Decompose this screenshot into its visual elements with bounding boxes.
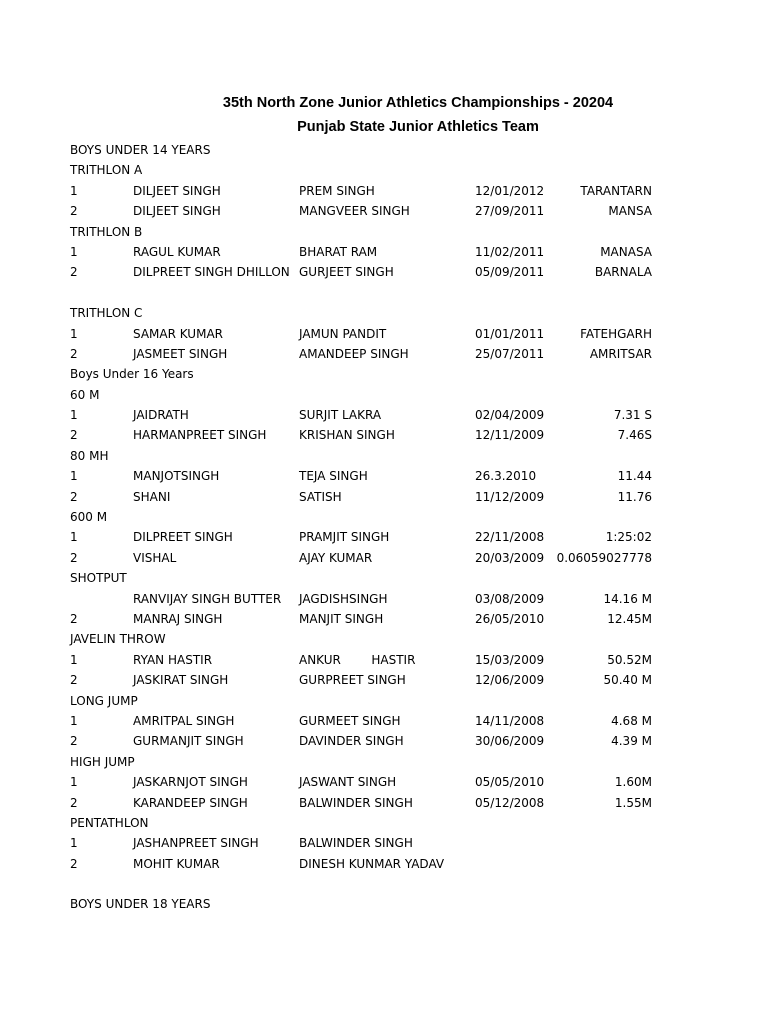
athlete-name: SAMAR KUMAR — [133, 326, 223, 341]
athlete-row — [70, 527, 660, 547]
section-heading: JAVELIN THROW — [70, 632, 166, 647]
performance-value: 4.39 M — [611, 734, 652, 749]
athlete-number: 2 — [70, 611, 78, 626]
athlete-number: 2 — [70, 673, 78, 688]
performance-value: MANASA — [600, 244, 652, 259]
performance-value: 50.40 M — [603, 673, 652, 688]
father-name: JAGDISHSINGH — [299, 591, 388, 606]
athlete-row — [70, 609, 660, 629]
athlete-number: 1 — [70, 836, 78, 851]
athlete-row — [70, 670, 660, 690]
father-name: BHARAT RAM — [299, 244, 378, 259]
athlete-row — [70, 548, 660, 568]
section-heading-row — [70, 629, 660, 649]
performance-value: 1.60M — [614, 775, 652, 790]
athlete-row — [70, 487, 660, 507]
athlete-row — [70, 793, 660, 813]
athlete-number: 1 — [70, 713, 78, 728]
performance-value: 11.76 — [617, 489, 652, 504]
section-heading-row — [70, 140, 660, 160]
section-heading: HIGH JUMP — [70, 754, 135, 769]
section-heading-row — [70, 813, 660, 833]
date-of-birth: 26/05/2010 — [475, 611, 545, 626]
section-heading: Boys Under 16 Years — [70, 367, 194, 382]
date-of-birth: 11/12/2009 — [475, 489, 545, 504]
athlete-row — [70, 711, 660, 731]
athlete-name: MOHIT KUMAR — [133, 856, 220, 871]
father-name: MANGVEER SINGH — [299, 204, 410, 219]
date-of-birth: 22/11/2008 — [475, 530, 545, 545]
athlete-name: VISHAL — [133, 550, 177, 565]
athlete-number: 2 — [70, 204, 78, 219]
performance-value: AMRITSAR — [589, 346, 652, 361]
father-name: AMANDEEP SINGH — [299, 346, 409, 361]
athlete-row — [70, 772, 660, 792]
athlete-row — [70, 262, 660, 282]
father-name: GURMEET SINGH — [299, 713, 401, 728]
athlete-row — [70, 344, 660, 364]
section-heading-row — [70, 385, 660, 405]
date-of-birth: 25/07/2011 — [475, 346, 545, 361]
athlete-name: DILPREET SINGH — [133, 530, 233, 545]
athlete-number: 2 — [70, 550, 78, 565]
date-of-birth: 15/03/2009 — [475, 652, 545, 667]
father-name: MANJIT SINGH — [299, 611, 384, 626]
athlete-row — [70, 324, 660, 344]
date-of-birth: 11/02/2011 — [475, 244, 545, 259]
athlete-name: DILJEET SINGH — [133, 204, 221, 219]
father-name: SURJIT LAKRA — [299, 408, 382, 423]
athlete-number: 1 — [70, 244, 78, 259]
athlete-name: RANVIJAY SINGH BUTTER — [133, 591, 282, 606]
athlete-number: 1 — [70, 469, 78, 484]
section-heading: TRITHLON A — [70, 163, 143, 178]
section-heading: 80 MH — [70, 448, 109, 463]
date-of-birth: 12/06/2009 — [475, 673, 545, 688]
athlete-number: 2 — [70, 734, 78, 749]
athlete-name: HARMANPREET SINGH — [133, 428, 267, 443]
athlete-name: JASKIRAT SINGH — [133, 673, 229, 688]
father-name: ANKUR HASTIR — [299, 652, 416, 667]
athlete-row — [70, 650, 660, 670]
section-heading: 60 M — [70, 387, 100, 402]
date-of-birth: 03/08/2009 — [475, 591, 545, 606]
performance-value: BARNALA — [594, 265, 652, 280]
father-name: JAMUN PANDIT — [299, 326, 387, 341]
date-of-birth: 30/06/2009 — [475, 734, 545, 749]
section-heading: LONG JUMP — [70, 693, 138, 708]
athlete-row — [70, 731, 660, 751]
section-heading: TRITHLON C — [70, 306, 143, 321]
performance-value: 7.46S — [617, 428, 652, 443]
performance-value: 50.52M — [607, 652, 652, 667]
section-heading-row — [70, 568, 660, 588]
section-heading: PENTATHLON — [70, 815, 149, 830]
athlete-number: 2 — [70, 856, 78, 871]
section-heading: BOYS UNDER 14 YEARS — [70, 143, 211, 157]
father-name: BALWINDER SINGH — [299, 795, 413, 810]
team-list — [70, 140, 660, 915]
athlete-number: 2 — [70, 428, 78, 443]
athlete-name: SHANI — [133, 489, 171, 504]
section-heading: BOYS UNDER 18 YEARS — [70, 897, 211, 912]
father-name: AJAY KUMAR — [299, 550, 373, 565]
athlete-name: DILPREET SINGH DHILLON — [133, 265, 290, 280]
athlete-number: 1 — [70, 326, 78, 341]
performance-value: 11.44 — [617, 469, 652, 484]
athlete-name: AMRITPAL SINGH — [133, 713, 235, 728]
athlete-row — [70, 242, 660, 262]
father-name: DINESH KUNMAR YADAV — [299, 856, 445, 871]
date-of-birth: 20/03/2009 — [475, 550, 545, 565]
date-of-birth: 26.3.2010 — [475, 469, 537, 484]
athlete-number: 1 — [70, 652, 78, 667]
date-of-birth: 05/12/2008 — [475, 795, 545, 810]
father-name: TEJA SINGH — [299, 469, 368, 484]
athlete-name: RAGUL KUMAR — [133, 244, 221, 259]
athlete-number: 1 — [70, 530, 78, 545]
athlete-row — [70, 405, 660, 425]
date-of-birth: 27/09/2011 — [475, 204, 545, 219]
athlete-number: 2 — [70, 489, 78, 504]
section-heading-row — [70, 160, 660, 180]
athlete-number: 1 — [70, 183, 78, 198]
date-of-birth: 14/11/2008 — [475, 713, 545, 728]
performance-value: 1:25:02 — [605, 530, 652, 545]
section-heading-row — [70, 894, 660, 914]
athlete-number: 2 — [70, 346, 78, 361]
athlete-name: JASMEET SINGH — [133, 346, 228, 361]
section-heading-row — [70, 364, 660, 384]
athlete-name: KARANDEEP SINGH — [133, 795, 248, 810]
performance-value: 4.68 M — [611, 713, 652, 728]
athlete-name: RYAN HASTIR — [133, 652, 213, 667]
performance-value: 0.06059027778 — [556, 550, 652, 565]
performance-value: 1.55M — [614, 795, 652, 810]
father-name: GURJEET SINGH — [299, 265, 394, 280]
blank-row — [70, 874, 660, 894]
athlete-number: 1 — [70, 408, 78, 423]
performance-value: TARANTARN — [580, 183, 652, 198]
athlete-number: 2 — [70, 265, 78, 280]
date-of-birth: 12/11/2009 — [475, 428, 545, 443]
date-of-birth: 12/01/2012 — [475, 183, 545, 198]
athlete-name: JASKARNJOT SINGH — [133, 775, 248, 790]
section-heading: SHOTPUT — [70, 571, 127, 586]
athlete-row — [70, 425, 660, 445]
father-name: PREM SINGH — [299, 183, 375, 198]
father-name: SATISH — [299, 489, 342, 504]
date-of-birth: 01/01/2011 — [475, 326, 545, 341]
section-heading-row — [70, 446, 660, 466]
father-name: JASWANT SINGH — [299, 775, 397, 790]
athlete-row — [70, 854, 660, 874]
athlete-row — [70, 466, 660, 486]
athlete-name: GURMANJIT SINGH — [133, 734, 244, 749]
athlete-name: MANRAJ SINGH — [133, 611, 223, 626]
athlete-row — [70, 833, 660, 853]
section-heading-row — [70, 691, 660, 711]
section-heading-row — [70, 303, 660, 323]
athlete-row — [70, 181, 660, 201]
date-of-birth: 02/04/2009 — [475, 408, 545, 423]
section-heading: TRITHLON B — [70, 224, 143, 239]
athlete-number: 2 — [70, 795, 78, 810]
section-heading-row — [70, 507, 660, 527]
section-heading-row — [70, 222, 660, 242]
performance-value: 14.16 M — [603, 591, 652, 606]
father-name: PRAMJIT SINGH — [299, 530, 390, 545]
section-heading: 600 M — [70, 510, 108, 525]
performance-value: MANSA — [608, 204, 652, 219]
document-title: 35th North Zone Junior Athletics Championships - 20204 — [222, 95, 614, 111]
blank-row — [70, 283, 660, 303]
document-subtitle: Punjab State Junior Athletics Team — [297, 119, 539, 135]
athlete-row — [70, 201, 660, 221]
athlete-name: JAIDRATH — [133, 408, 189, 423]
father-name: BALWINDER SINGH — [299, 836, 413, 851]
father-name: KRISHAN SINGH — [299, 428, 395, 443]
date-of-birth: 05/05/2010 — [475, 775, 545, 790]
athlete-name: DILJEET SINGH — [133, 183, 221, 198]
athlete-row — [70, 589, 660, 609]
performance-value: 7.31 S — [613, 408, 652, 423]
father-name: DAVINDER SINGH — [299, 734, 404, 749]
athlete-number: 1 — [70, 775, 78, 790]
athlete-name: MANJOTSINGH — [133, 469, 220, 484]
date-of-birth: 05/09/2011 — [475, 265, 545, 280]
performance-value: FATEHGARH — [580, 326, 652, 341]
father-name: GURPREET SINGH — [299, 673, 406, 688]
performance-value: 12.45M — [607, 611, 652, 626]
section-heading-row — [70, 752, 660, 772]
athlete-name: JASHANPREET SINGH — [133, 836, 259, 851]
